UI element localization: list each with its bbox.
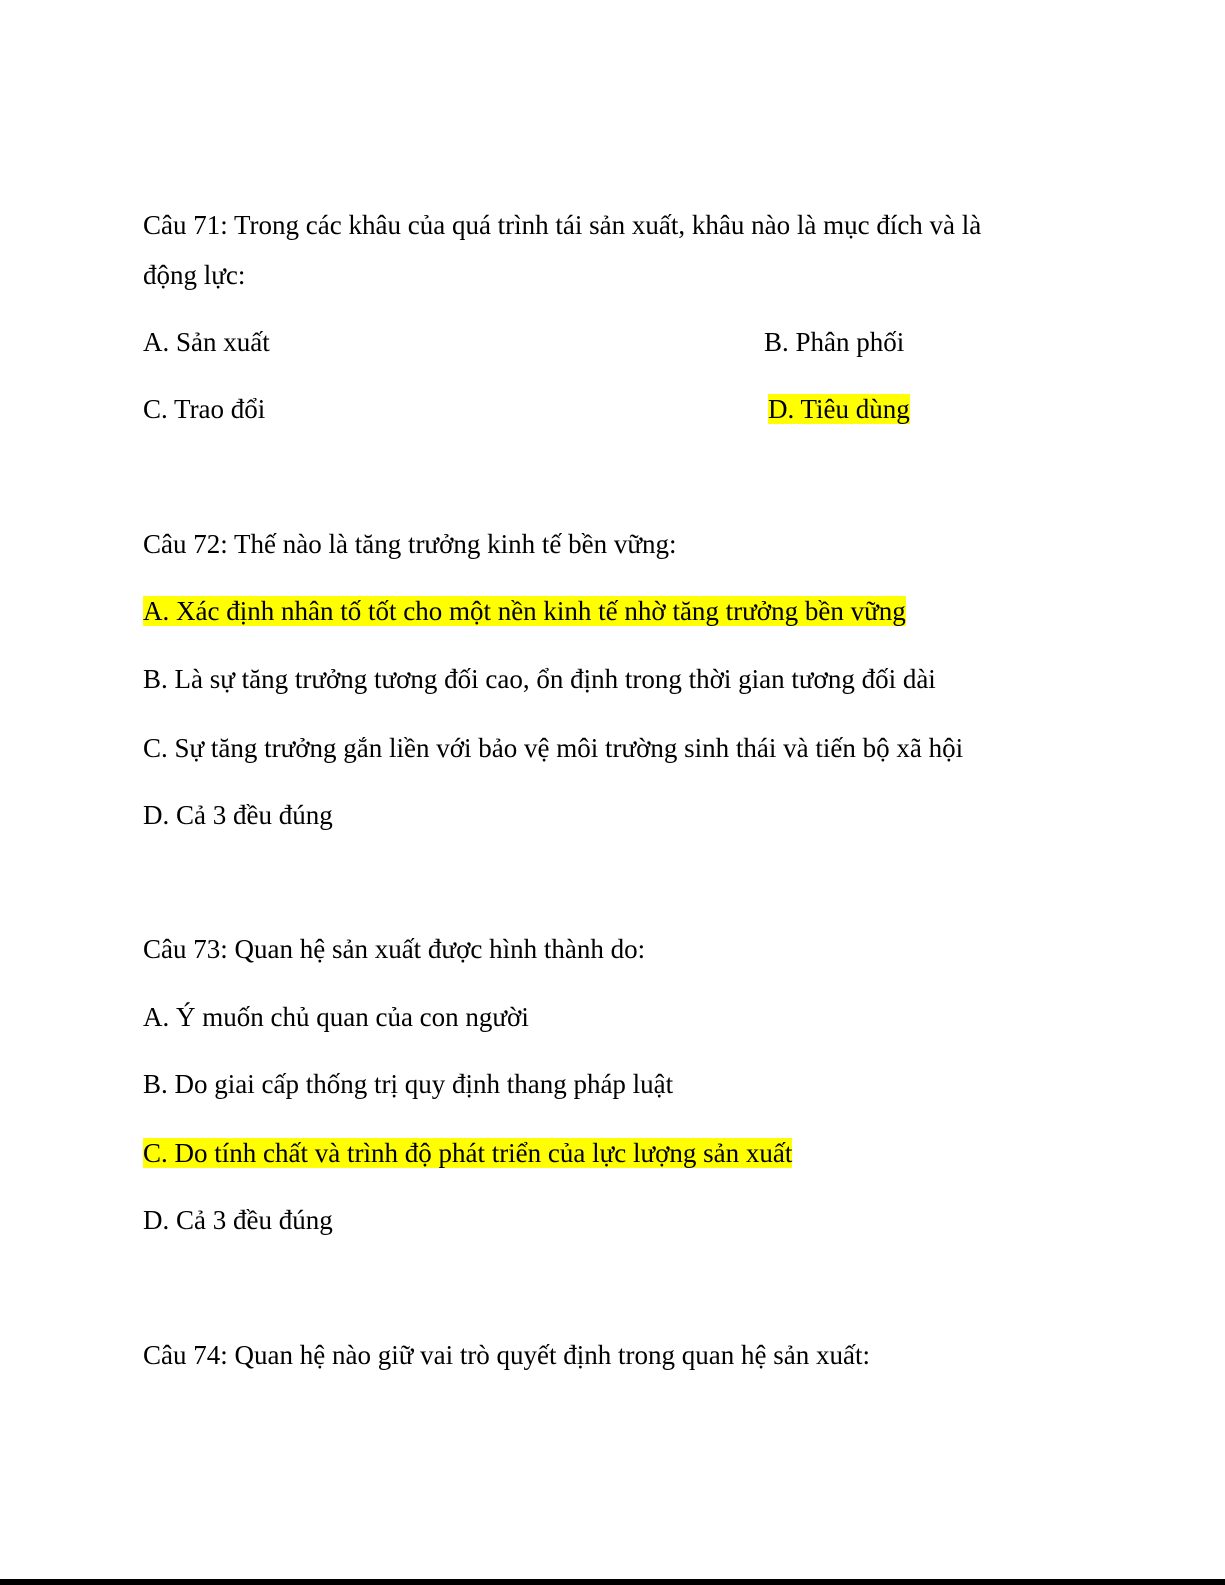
answer-highlight: D. Tiêu dùng <box>768 394 910 424</box>
question-73-option-b: B. Do giai cấp thống trị quy định thang pháp luật <box>143 1069 674 1099</box>
question-73-option-d: D. Cả 3 đều đúng <box>143 1205 333 1235</box>
question-71-prompt-line1: Câu 71: Trong các khâu của quá trình tái sản xuất, khâu nào là mục đích và là <box>143 210 982 240</box>
question-73-option-a: A. Ý muốn chủ quan của con người <box>143 1002 529 1032</box>
question-72-option-d: D. Cả 3 đều đúng <box>143 800 333 830</box>
question-71-option-d <box>768 392 910 426</box>
question-71-option-c: C. Trao đổi <box>143 394 266 424</box>
question-71-option-a: A. Sản xuất <box>143 327 270 357</box>
question-72-option-a <box>143 594 906 628</box>
question-71-prompt-line2: động lực: <box>143 260 246 290</box>
question-72-prompt: Câu 72: Thế nào là tăng trưởng kinh tế bền vững: <box>143 529 677 559</box>
answer-highlight: A. Xác định nhân tố tốt cho một nền kinh tế nhờ tăng trưởng bền vững <box>143 596 906 626</box>
question-71-option-b: B. Phân phối <box>764 327 905 357</box>
question-72-option-c: C. Sự tăng trưởng gắn liền với bảo vệ môi trường sinh thái và tiến bộ xã hội <box>143 733 964 763</box>
question-73-prompt: Câu 73: Quan hệ sản xuất được hình thành do: <box>143 934 646 964</box>
question-74-prompt: Câu 74: Quan hệ nào giữ vai trò quyết định trong quan hệ sản xuất: <box>143 1340 870 1370</box>
answer-highlight: C. Do tính chất và trình độ phát triển của lực lượng sản xuất <box>143 1138 793 1168</box>
question-73-option-c <box>143 1136 792 1170</box>
question-72-option-b: B. Là sự tăng trưởng tương đối cao, ổn định trong thời gian tương đối dài <box>143 664 936 694</box>
page-bottom-border <box>0 1579 1225 1585</box>
